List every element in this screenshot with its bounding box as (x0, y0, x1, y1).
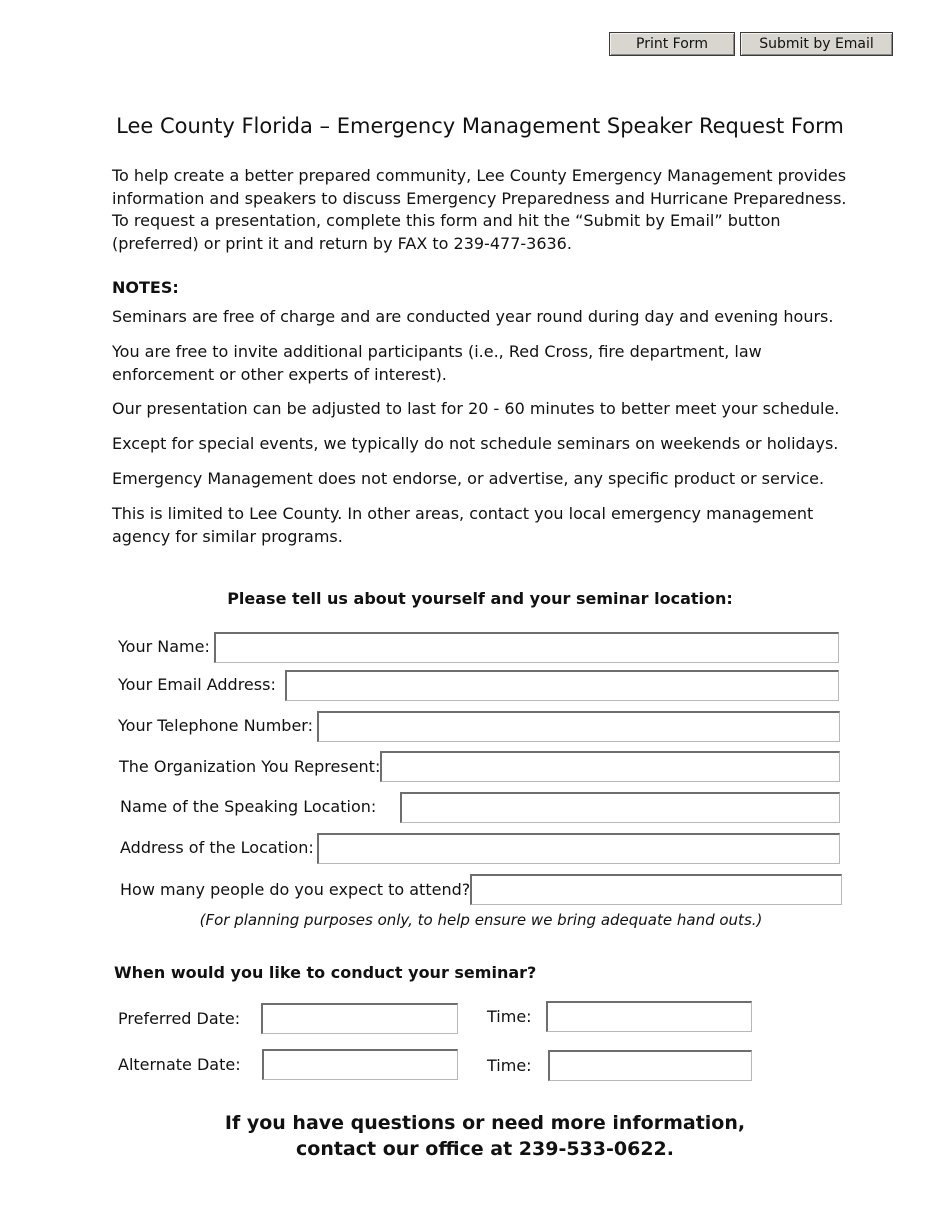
note-item: Emergency Management does not endorse, or advertise, any specific product or service. (112, 469, 825, 488)
telephone-number-input[interactable] (317, 711, 840, 742)
intro-paragraph: To help create a better prepared community, Lee County Emergency Management provides information and speakers to discuss Emergency Preparedness and Hurricane Preparedness. To request a presentation, complete this form and hit the “Submit by Email” button (preferred) or print it and return by FAX to 239-477-3636. (112, 166, 847, 253)
email-address-input[interactable] (285, 670, 839, 701)
alternate-time-input[interactable] (548, 1050, 752, 1081)
telephone-number-label: Your Telephone Number: (118, 716, 313, 735)
planning-note: (For planning purposes only, to help ensure we bring adequate hand outs.) (199, 911, 763, 929)
alternate-date-label: Alternate Date: (118, 1055, 241, 1074)
note-item: Seminars are free of charge and are conducted year round during day and evening hours. (112, 307, 834, 326)
submit-by-email-button[interactable]: Submit by Email (740, 32, 893, 56)
note-item: Except for special events, we typically do not schedule seminars on weekends or holidays. (112, 434, 839, 453)
note-item: Our presentation can be adjusted to last for 20 - 60 minutes to better meet your schedule. (112, 399, 840, 418)
contact-line-2: contact our office at 239-533-0622. (296, 1138, 674, 1160)
your-name-input[interactable] (214, 632, 839, 663)
alternate-date-input[interactable] (262, 1049, 458, 1080)
speaking-location-name-input[interactable] (400, 792, 840, 823)
attendance-label: How many people do you expect to attend? (120, 880, 471, 899)
organization-label: The Organization You Represent: (119, 757, 381, 776)
notes-heading: NOTES: (112, 278, 179, 297)
preferred-date-input[interactable] (261, 1003, 458, 1034)
page-title: Lee County Florida – Emergency Management Speaker Request Form (116, 114, 844, 138)
about-section-heading: Please tell us about yourself and your seminar location: (227, 589, 733, 608)
email-address-label: Your Email Address: (118, 675, 276, 694)
your-name-label: Your Name: (118, 637, 210, 656)
print-form-button[interactable]: Print Form (609, 32, 735, 56)
alternate-time-label: Time: (487, 1056, 532, 1075)
note-item: You are free to invite additional participants (i.e., Red Cross, fire department, law enforcement or other experts of interest). (112, 342, 762, 384)
organization-input[interactable] (380, 751, 840, 782)
contact-line-1: If you have questions or need more information, (224, 1112, 746, 1134)
note-item: This is limited to Lee County. In other areas, contact you local emergency management agency for similar programs. (112, 504, 814, 546)
attendance-input[interactable] (470, 874, 842, 905)
schedule-section-heading: When would you like to conduct your seminar? (114, 963, 537, 982)
preferred-date-label: Preferred Date: (118, 1009, 241, 1028)
location-address-input[interactable] (317, 833, 840, 864)
preferred-time-input[interactable] (546, 1001, 752, 1032)
preferred-time-label: Time: (487, 1007, 532, 1026)
speaking-location-name-label: Name of the Speaking Location: (120, 797, 377, 816)
location-address-label: Address of the Location: (120, 838, 314, 857)
